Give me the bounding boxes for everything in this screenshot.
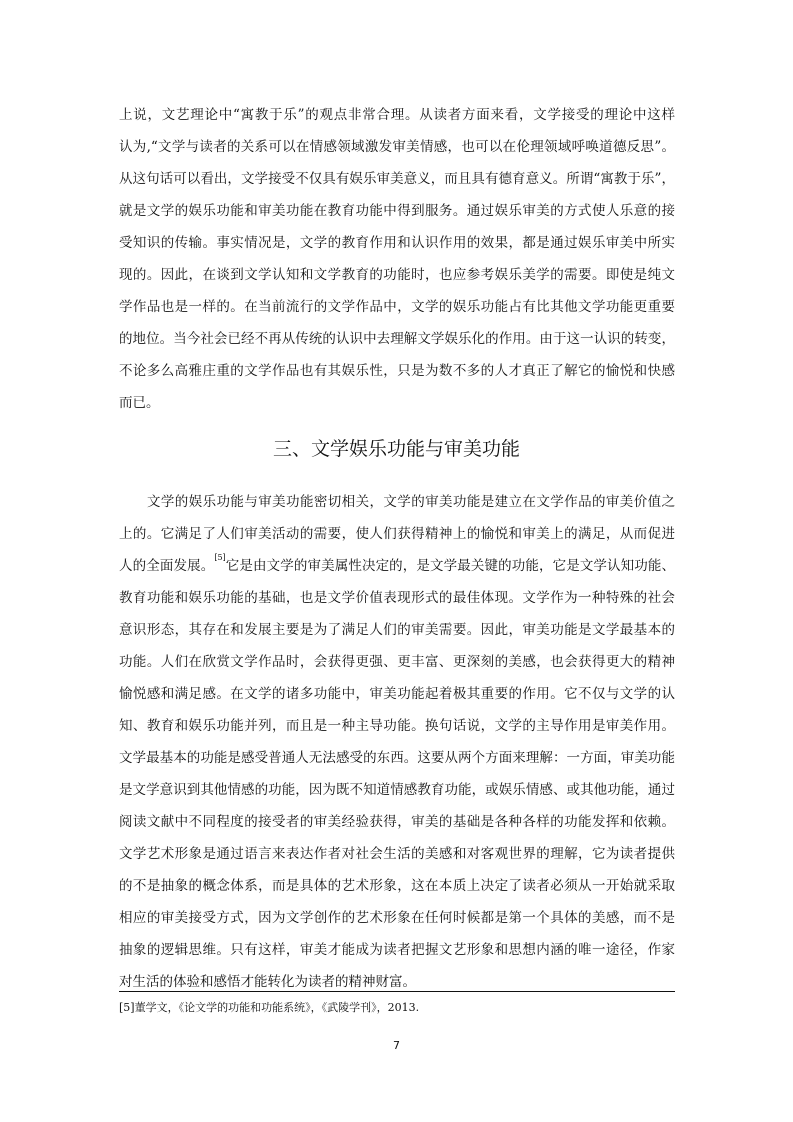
paragraph-line: 受知识的传输。事实情况是，文学的教育作用和认识作用的效果，都是通过娱乐审美中所实	[119, 235, 675, 251]
paragraph-line: 愉悦感和满足感。在文学的诸多功能中，审美功能起着极其重要的作用。它不仅与文学的认	[119, 686, 675, 702]
footnote-divider	[119, 991, 675, 992]
paragraph-line: 相应的审美接受方式，因为文学创作的艺术形象在任何时候都是第一个具体的美感，而不是	[119, 910, 675, 926]
paragraph-line: 上的。它满足了人们审美活动的需要，使人们获得精神上的愉悦和审美上的满足，从而促进	[119, 526, 675, 542]
paragraph-line: 学作品也是一样的。在当前流行的文学作品中，文学的娱乐功能占有比其他文学功能更重要	[119, 299, 675, 315]
paragraph-line-with-citation	[119, 550, 675, 582]
paragraph-line: 文学艺术形象是通过语言来表达作者对社会生活的美感和对客观世界的理解，它为读者提供	[119, 846, 675, 862]
paragraph-line: 对生活的体验和感悟才能转化为读者的精神财富。	[119, 974, 416, 990]
paragraph-line: 知、教育和娱乐功能并列，而且是一种主导功能。换句话说，文学的主导作用是审美作用。	[119, 718, 675, 734]
paragraph-line: 意识形态，其存在和发展主要是为了满足人们的审美需要。因此，审美功能是文学最基本的	[119, 622, 675, 638]
line-segment: 它是由文学的审美属性决定的，是文学最关键的功能，它是文学认知功能、	[225, 558, 676, 574]
paragraph-entertainment-education	[119, 99, 675, 419]
paragraph-line: 阅读文献中不同程度的接受者的审美经验获得，审美的基础是各种各样的功能发挥和依赖。	[119, 814, 675, 830]
line-segment: 人的全面发展。	[119, 558, 215, 574]
paragraph-line: 的不是抽象的概念体系，而是具体的艺术形象，这在本质上决定了读者必须从一开始就采取	[119, 878, 675, 894]
section-heading: 三、文学娱乐功能与审美功能	[272, 438, 520, 460]
paragraph-line: 是文学意识到其他情感的功能，因为既不知道情感教育功能，或娱乐情感、或其他功能，通过	[119, 782, 675, 798]
paragraph-line: 的地位。当今社会已经不再从传统的认识中去理解文学娱乐化的作用。由于这一认识的转变，	[119, 331, 675, 347]
citation-marker[interactable]: [5]	[214, 553, 226, 562]
paragraph-line: 从这句话可以看出，文学接受不仅具有娱乐审美意义，而且具有德育意义。所谓“寓教于乐”，	[119, 171, 675, 187]
paragraph-line: 文学最基本的功能是感受普通人无法感受的东西。这要从两个方面来理解：一方面，审美功能	[119, 750, 675, 766]
paragraph-line: 现的。因此，在谈到文学认知和文学教育的功能时，也应参考娱乐美学的需要。即使是纯文	[119, 267, 675, 283]
paragraph-line: 而已。	[119, 395, 160, 411]
footnote: [5]董学文，《论文学的功能和功能系统》，《武陵学刊》，2013.	[119, 1001, 420, 1014]
page-number: 7	[393, 1039, 400, 1052]
paragraph-line: 文学的娱乐功能与审美功能密切相关，文学的审美功能是建立在文学作品的审美价值之	[147, 494, 675, 510]
paragraph-line: 认为,“文学与读者的关系可以在情感领域激发审美情感，也可以在伦理领域呼唤道德反思”。	[119, 139, 675, 155]
paragraph-line: 不论多么高雅庄重的文学作品也有其娱乐性，只是为数不多的人才真正了解它的愉悦和快感	[119, 363, 675, 379]
paragraph-line: 上说，文艺理论中“寓教于乐”的观点非常合理。从读者方面来看，文学接受的理论中这样	[119, 107, 675, 123]
paragraph-line: 抽象的逻辑思维。只有这样，审美才能成为读者把握文艺形象和思想内涵的唯一途径，作家	[119, 942, 675, 958]
paragraph-line: 就是文学的娱乐功能和审美功能在教育功能中得到服务。通过娱乐审美的方式使人乐意的接	[119, 203, 675, 219]
paragraph-aesthetic-function	[119, 486, 675, 998]
paragraph-line: 功能。人们在欣赏文学作品时，会获得更强、更丰富、更深刻的美感，也会获得更大的精神	[119, 654, 675, 670]
paragraph-line: 教育功能和娱乐功能的基础，也是文学价值表现形式的最佳体现。文学作为一种特殊的社会	[119, 590, 675, 606]
